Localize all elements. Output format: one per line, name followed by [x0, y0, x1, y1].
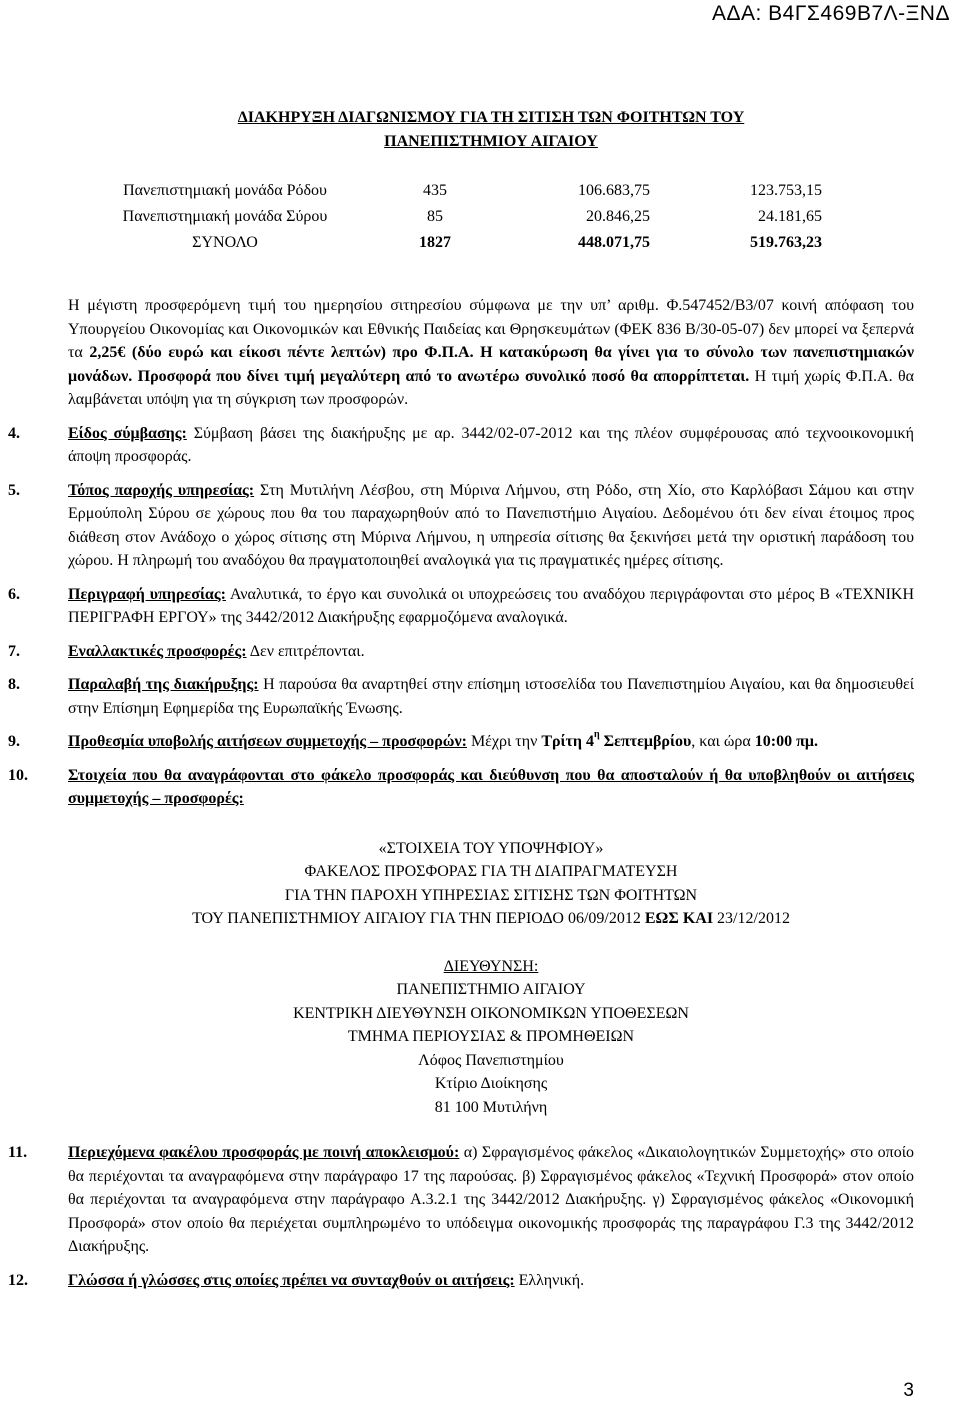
envelope-line: «ΣΤΟΙΧΕΙΑ ΤΟΥ ΥΠΟΨΗΦΙΟΥ»: [378, 839, 604, 857]
section-number: 4.: [8, 424, 20, 442]
table-cell: 519.763,23: [750, 234, 822, 251]
section-text: Ελληνική.: [514, 1271, 585, 1289]
section-text: Στη Μυτιλήνη Λέσβου, στη Μύρινα Λήμνου, στη Ρόδο, στη Χίο, στο Καρλόβασι Σάμου και στην Ερμούπολη Σύρου σε χώρους που θα του παραχωρηθούν από το Πανεπιστήμιο Αιγαίου. Δεδομένου ότι δεν είναι έτοιμος προς διάθεση στον Ανάδοχο ο χώρος σίτισης στη Μύρινα Λήμνου, η υπηρεσία σίτισης θα ξεκινήσει μετά την οριστική παράδοση του χώρου. Η πληρωμή του αναδόχου θα πραγματοποιηθεί αναλογικά για τις πραγματικές ημέρες σίτισης.: [68, 481, 915, 569]
table-cell: 123.753,15: [750, 182, 822, 199]
deadline-day: Τρίτη 4: [541, 733, 594, 750]
page-number: 3: [903, 1380, 914, 1401]
address-line: Λόφος Πανεπιστημίου: [418, 1051, 564, 1069]
table-cell: 448.071,75: [578, 234, 650, 251]
table-cell: 106.683,75: [578, 182, 650, 199]
section-text: Σύμβαση βάσει της διακήρυξης με αρ. 3442/02-07-2012 και της πλέον συμφέρουσας από τεχνοοικονομική άποψη προσφοράς.: [68, 424, 914, 465]
envelope-label: [68, 837, 914, 931]
intro-text-end: Η τιμή χωρίς Φ.Π.Α. θα λαμβάνεται υπόψη για τη σύγκριση των προσφορών.: [68, 367, 915, 408]
section-12: [8, 1269, 914, 1293]
envelope-line: ΓΙΑ ΤΗΝ ΠΑΡΟΧΗ ΥΠΗΡΕΣΙΑΣ ΣΙΤΙΣΗΣ ΤΩΝ ΦΟΙΤΗΤΩΝ: [284, 886, 698, 904]
section-8: [8, 673, 914, 720]
document-title: [68, 106, 914, 154]
section-10: [8, 764, 914, 811]
section-label: Είδος σύμβασης:: [68, 424, 187, 442]
section-number: 12.: [8, 1271, 28, 1289]
section-7: [8, 640, 914, 664]
address-line: 81 100 Μυτιλήνη: [434, 1098, 548, 1116]
table-cell: 20.846,25: [586, 208, 650, 225]
envelope-bold: ΕΩΣ ΚΑΙ: [644, 910, 714, 927]
section-number: 7.: [8, 642, 20, 660]
title-line-2: ΠΑΝΕΠΙΣΤΗΜΙΟΥ ΑΙΓΑΙΟΥ: [384, 133, 598, 150]
section-number: 6.: [8, 585, 20, 603]
table-cell: 24.181,65: [758, 208, 822, 225]
section-number: 5.: [8, 481, 20, 499]
section-label: Τόπος παροχής υπηρεσίας:: [68, 481, 255, 499]
section-11: [8, 1141, 914, 1259]
section-4: [8, 422, 914, 469]
section-label: Παραλαβή της διακήρυξης:: [68, 676, 259, 693]
section-text: Η παρούσα θα αναρτηθεί στην επίσημη ιστοσελίδα του Πανεπιστημίου Αιγαίου, και θα δημοσιευθεί στην Επίσημη Εφημερίδα της Ευρωπαϊκής Ένωσης.: [68, 676, 914, 717]
section-number: 10.: [8, 766, 28, 784]
table-cell: ΣΥΝΟΛΟ: [192, 234, 258, 251]
units-table: [60, 178, 822, 256]
table-cell: 435: [423, 182, 447, 199]
section-9: [8, 729, 914, 754]
address-heading: ΔΙΕΥΘΥΝΣΗ:: [443, 957, 539, 975]
section-label: Γλώσσα ή γλώσσες στις οποίες πρέπει να συνταχθούν οι αιτήσεις:: [68, 1271, 515, 1289]
deadline-month: Σεπτεμβρίου: [599, 733, 692, 750]
ada-code: ΑΔΑ: Β4ΓΣ469Β7Λ-ΞΝΔ: [711, 2, 950, 25]
deadline-sup: η: [593, 729, 600, 740]
address-line: ΠΑΝΕΠΙΣΤΗΜΙΟ ΑΙΓΑΙΟΥ: [396, 981, 586, 998]
table-row: [60, 178, 822, 204]
intro-paragraph: [68, 294, 914, 412]
table-total-row: [60, 230, 822, 256]
section-text: α) Σφραγισμένος φάκελος «Δικαιολογητικών Συμμετοχής» στο οποίο θα περιέχονται τα αναγραφόμενα στην παράγραφο 17 της παρούσας. β) Σφραγισμένος φάκελος «Τεχνική Προσφορά» στον οποίο θα περιέχονται τα αναγραφόμενα στην παράγραφο Α.3.2.1 της 3442/2012 Διακήρυξης. γ) Σφραγισμένος φάκελος «Οικονομική Προσφορά» στον οποίο θα περιέχεται συμπληρωμένο το υπόδειγμα οικονομικής προσφοράς της παραγράφου Γ.3 της 3442/2012 Διακήρυξης.: [68, 1144, 914, 1255]
section-number: 11.: [8, 1144, 28, 1161]
title-line-1: ΔΙΑΚΗΡΥΞΗ ΔΙΑΓΩΝΙΣΜΟΥ ΓΙΑ ΤΗ ΣΙΤΙΣΗ ΤΩΝ ΦΟΙΤΗΤΩΝ ΤΟΥ: [237, 109, 745, 126]
section-text: , και ώρα: [691, 733, 755, 750]
table-row: [60, 204, 822, 230]
table-cell: 85: [427, 208, 443, 225]
section-label: Στοιχεία που θα αναγράφονται στο φάκελο προσφοράς και διεύθυνση που θα αποσταλούν ή θα υποβληθούν οι αιτήσεις συμμετοχής – προσφορές:: [68, 766, 914, 807]
section-text: Μέχρι την: [466, 733, 542, 750]
section-number: 9.: [8, 733, 20, 750]
section-6: [8, 583, 914, 630]
address-line: ΤΜΗΜΑ ΠΕΡΙΟΥΣΙΑΣ & ΠΡΟΜΗΘΕΙΩΝ: [347, 1028, 635, 1045]
section-5: [8, 479, 915, 573]
table-cell: 1827: [419, 234, 451, 251]
table-cell: Πανεπιστημιακή μονάδα Ρόδου: [123, 182, 327, 199]
deadline-time: 10:00 πμ.: [754, 733, 818, 750]
document-body: [8, 294, 915, 1292]
section-label: Προθεσμία υποβολής αιτήσεων συμμετοχής – προσφορών:: [68, 733, 467, 750]
section-label: Περιεχόμενα φακέλου προσφοράς με ποινή αποκλεισμού:: [68, 1144, 460, 1161]
section-label: Εναλλακτικές προσφορές:: [68, 642, 247, 660]
address-line: Κτίριο Διοίκησης: [434, 1075, 548, 1092]
section-number: 8.: [8, 676, 20, 693]
section-text: Δεν επιτρέπονται.: [246, 642, 365, 660]
section-text: Αναλυτικά, το έργο και συνολικά οι υποχρεώσεις του αναδόχου περιγράφονται στο μέρος Β «ΤΕΧΝΙΚΗ ΠΕΡΙΓΡΑΦΗ ΕΡΓΟΥ» της 3442/2012 Διακήρυξης εφαρμοζόμενα αναλογικά.: [68, 585, 914, 626]
envelope-line: [68, 907, 914, 931]
envelope-text: 23/12/2012: [713, 910, 790, 927]
address-block: [68, 955, 914, 1120]
section-label: Περιγραφή υπηρεσίας:: [68, 585, 226, 603]
envelope-line: ΦΑΚΕΛΟΣ ΠΡΟΣΦΟΡΑΣ ΓΙΑ ΤΗ ΔΙΑΠΡΑΓΜΑΤΕΥΣΗ: [304, 863, 678, 880]
intro-text: Η μέγιστη προσφερόμενη τιμή του ημερησίου σιτηρεσίου σύμφωνα με την υπ’ αριθμ. Φ.547452/Β3/07 κοινή απόφαση του Υπουργείου Οικονομίας και Οικονομικών και Εθνικής Παιδείας και Θρησκευμάτων (ΦΕΚ 836 Β/30-05-07) δεν μπορεί να ξεπερνά τα: [68, 297, 914, 361]
address-line: ΚΕΝΤΡΙΚΗ ΔΙΕΥΘΥΝΣΗ ΟΙΚΟΝΟΜΙΚΩΝ ΥΠΟΘΕΣΕΩΝ: [293, 1004, 689, 1022]
intro-bold-text: 2,25€ (δύο ευρώ και είκοσι πέντε λεπτών) προ Φ.Π.Α. Η κατακύρωση θα γίνει για το σύνολο των πανεπιστημιακών μονάδων. Προσφορά που δίνει τιμή μεγαλύτερη από το ανωτέρω συνολικό ποσό θα απορρίπτεται.: [68, 344, 915, 385]
table-cell: Πανεπιστημιακή μονάδα Σύρου: [122, 208, 328, 225]
envelope-text: ΤΟΥ ΠΑΝΕΠΙΣΤΗΜΙΟΥ ΑΙΓΑΙΟΥ ΓΙΑ ΤΗΝ ΠΕΡΙΟΔΟ 06/09/2012: [192, 910, 645, 927]
